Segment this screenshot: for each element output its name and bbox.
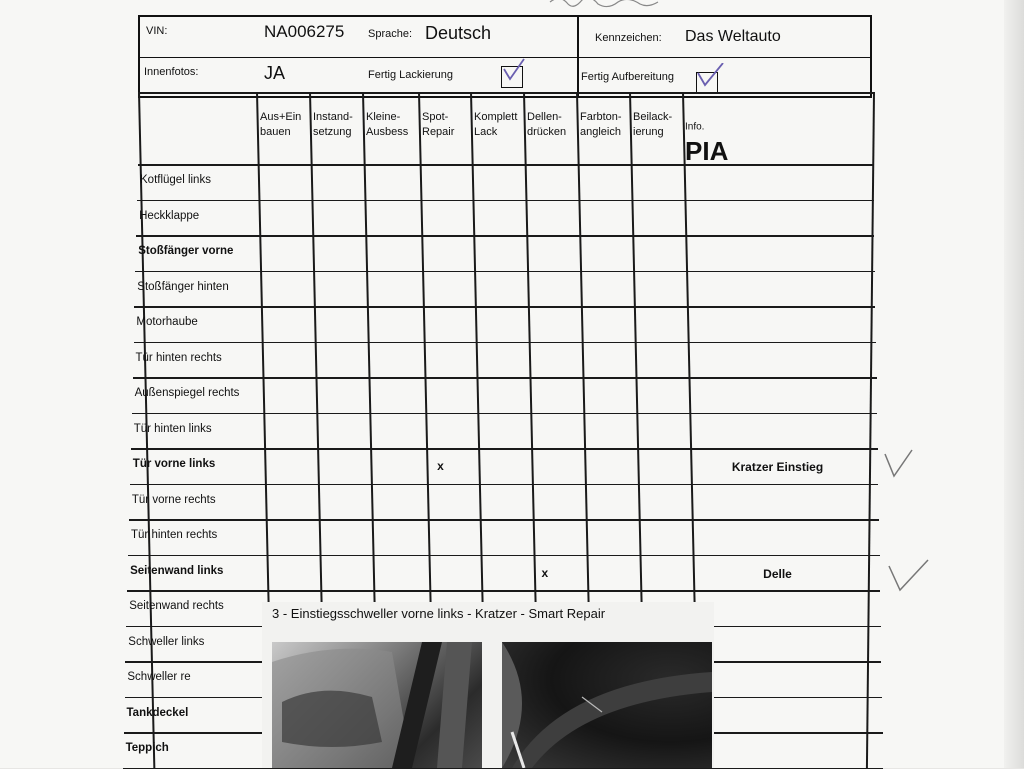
row-label: Heckklappe [139,210,199,222]
row-label: Seitenwand links [130,565,223,577]
table-row-line [138,164,873,166]
fertig-aufbereitung-checkbox[interactable] [696,72,718,94]
row-label: Schweller links [128,636,204,648]
sprache-label: Sprache: [368,28,412,40]
row-label: Tür vorne links [133,458,215,470]
table-row-line [137,200,874,202]
row-label: Stoßfänger hinten [137,281,228,293]
row-label: Tür hinten links [134,423,212,435]
scratch-closeup-image [502,642,712,768]
check-icon [695,63,725,93]
table-top-line [138,92,873,94]
innenfotos-value: JA [264,63,285,84]
row-info: Kratzer Einstieg [682,460,873,474]
info-column-header [685,118,728,167]
photo-overlay [262,602,714,768]
row-info: Delle [682,567,873,581]
table-row-line [132,413,878,415]
sprache-value: Deutsch [425,23,491,44]
fertig-aufbereitung-label: Fertig Aufbereitung [581,71,674,83]
margin-check-icon [886,556,930,596]
column-header: Aus+Ein bauen [260,110,301,140]
car-interior-image [272,642,482,768]
row-label: Teppich [126,742,169,754]
form-header [138,15,872,98]
row-label: Kotflügel links [140,174,211,186]
cell-mark: x [437,459,444,473]
vin-value: NA006275 [264,22,344,42]
row-label: Tür hinten rechts [131,529,217,541]
row-label: Tür vorne rechts [132,494,216,506]
check-icon [500,57,528,85]
vin-label: VIN: [146,25,167,37]
photo-scratch-closeup[interactable] [502,642,712,768]
pencil-scribble-icon [530,0,730,14]
header-divider [577,17,579,57]
kennzeichen-label: Kennzeichen: [595,32,662,44]
innenfotos-label: Innenfotos: [144,66,198,78]
table-row-line [133,377,877,379]
table-row-line [131,448,878,450]
info-label: Info. [685,121,704,132]
table-row-line [134,342,877,344]
pia-label: PIA [685,136,728,166]
margin-check-icon [882,446,916,480]
row-label: Schweller re [127,671,190,683]
row-label: Motorhaube [136,316,197,328]
row-label: Außenspiegel rechts [135,387,240,399]
column-header: Dellen- drücken [527,110,566,140]
header-row-1 [140,17,870,58]
table-row-line [130,484,879,486]
column-header: Spot- Repair [422,110,454,140]
row-label: Tankdeckel [127,707,189,719]
header-row-2 [140,57,870,97]
paper-edge [1004,0,1024,768]
column-header: Instand- setzung [313,110,353,140]
table-row-line [136,235,874,237]
photo-seat-sill[interactable] [272,642,482,768]
table-row-line [128,555,880,557]
table-row-line [135,271,875,273]
column-header: Farbton- angleich [580,110,622,140]
column-header: Beilack- ierung [633,110,672,140]
kennzeichen-value: Das Weltauto [685,28,781,46]
column-header: Kleine- Ausbess [366,110,408,140]
table-row-line [129,519,879,521]
column-header: Komplett Lack [474,110,517,140]
row-label: Seitenwand rechts [129,600,224,612]
photo-caption: 3 - Einstiegsschweller vorne links - Kratzer - Smart Repair [272,606,605,621]
table-row-line [127,590,880,592]
row-label: Tür hinten rechts [136,352,222,364]
table-row-line [134,306,875,308]
fertig-lackierung-checkbox[interactable] [501,66,523,88]
cell-mark: x [542,566,549,580]
row-label: Stoßfänger vorne [138,245,233,257]
fertig-lackierung-label: Fertig Lackierung [368,69,453,81]
header-divider-2 [577,57,579,97]
